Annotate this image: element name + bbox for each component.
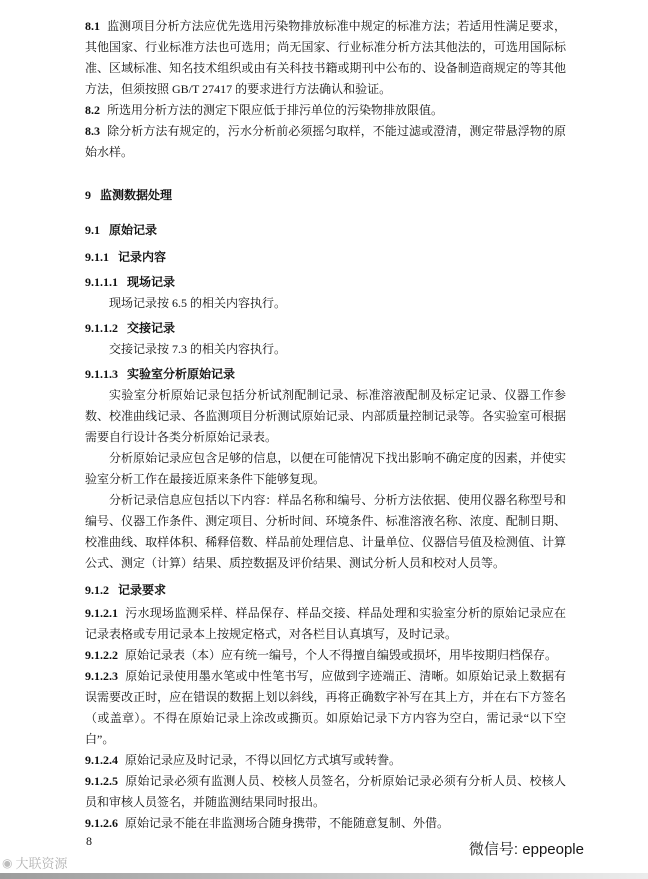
heading-9-1-1-1 xyxy=(85,272,566,293)
watermark xyxy=(2,853,68,872)
watermark-text: 大联资源 xyxy=(15,856,68,871)
heading-text: 记录内容 xyxy=(118,250,167,264)
clause-number: 9.1.2.6 xyxy=(85,816,118,830)
clause-9-1-2-4 xyxy=(85,750,566,771)
clause-text: 原始记录必须有监测人员、校核人员签名，分析原始记录必须有分析人员、校核人员和审核人员签名，并随监测结果同时报出。 xyxy=(85,774,566,809)
heading-number: 9.1 xyxy=(85,223,100,237)
clause-text: 所选用分析方法的测定下限应低于排污单位的污染物排放限值。 xyxy=(107,103,444,117)
document-content xyxy=(85,16,566,834)
clause-9-1-2-3 xyxy=(85,666,566,750)
clause-text: 原始记录应及时记录，不得以回忆方式填写或转誊。 xyxy=(125,753,402,767)
heading-section-9 xyxy=(85,185,566,206)
heading-text: 记录要求 xyxy=(118,583,167,597)
clause-8-2 xyxy=(85,100,566,121)
wechat-id-footer: 微信号: eppeople xyxy=(468,841,584,858)
para-handover-record: 交接记录按 7.3 的相关内容执行。 xyxy=(109,342,287,356)
heading-text: 交接记录 xyxy=(127,321,176,335)
heading-9-1-1 xyxy=(85,247,566,268)
clause-text: 除分析方法有规定的，污水分析前必须摇匀取样，不能过滤或澄清，测定带悬浮物的原始水样。 xyxy=(85,124,566,159)
clause-text: 监测项目分析方法应优先选用污染物排放标准中规定的标准方法；若适用性满足要求，其他国家、行业标准方法也可选用；尚无国家、行业标准分析方法其他法的，可选用国际标准、区域标准、知名技术组织或由有关科技书籍或期刊中公布的、设备制造商规定的等其他方法，但须按照 GB/T 27417 的要求进行方法确认和验证。 xyxy=(85,19,566,96)
clause-8-1 xyxy=(85,16,566,100)
clause-number: 9.1.2.1 xyxy=(85,606,118,620)
para-lab-record-2: 分析原始记录应包含足够的信息，以便在可能情况下找出影响不确定度的因素，并使实验室分析工作在最接近原来条件下能够复现。 xyxy=(85,451,566,486)
heading-number: 9.1.1.3 xyxy=(85,367,118,381)
heading-9-1-1-3 xyxy=(85,364,566,385)
heading-number: 9.1.1 xyxy=(85,250,109,264)
clause-number: 8.2 xyxy=(85,103,100,117)
heading-text: 原始记录 xyxy=(109,223,158,237)
heading-9-1 xyxy=(85,220,566,241)
heading-number: 9 xyxy=(85,188,91,202)
clause-number: 9.1.2.3 xyxy=(85,669,118,683)
clause-8-3 xyxy=(85,121,566,163)
watermark-logo-icon: ◉ xyxy=(2,855,13,870)
heading-text: 实验室分析原始记录 xyxy=(127,367,236,381)
clause-text: 污水现场监测采样、样品保存、样品交接、样品处理和实验室分析的原始记录应在记录表格或专用记录本上按规定格式，对各栏目认真填写，及时记录。 xyxy=(85,606,566,641)
heading-number: 9.1.1.1 xyxy=(85,275,118,289)
heading-text: 监测数据处理 xyxy=(100,188,173,202)
clause-text: 原始记录表（本）应有统一编号，个人不得擅自编毁或损坏，用毕按期归档保存。 xyxy=(125,648,558,662)
page-bottom-edge xyxy=(0,873,648,879)
heading-number: 9.1.1.2 xyxy=(85,321,118,335)
para-lab-record-3: 分析记录信息应包括以下内容：样品名称和编号、分析方法依据、使用仪器名称型号和编号、仪器工作条件、测定项目、分析时间、环境条件、标准溶液名称、浓度、配制日期、校准曲线、取样体积、稀释倍数、样品前处理信息、计量单位、仪器信号值及检测值、计算公式、测定（计算）结果、质控数据及评价结果、测试分析人员和校对人员等。 xyxy=(85,493,566,570)
clause-9-1-2-2 xyxy=(85,645,566,666)
heading-9-1-1-2 xyxy=(85,318,566,339)
heading-9-1-2 xyxy=(85,580,566,601)
para-site-record: 现场记录按 6.5 的相关内容执行。 xyxy=(109,296,287,310)
clause-9-1-2-5 xyxy=(85,771,566,813)
heading-number: 9.1.2 xyxy=(85,583,109,597)
clause-number: 9.1.2.4 xyxy=(85,753,118,767)
clause-number: 8.1 xyxy=(85,19,100,33)
page-number: 8 xyxy=(86,834,92,848)
clause-9-1-2-1 xyxy=(85,603,566,645)
heading-text: 现场记录 xyxy=(127,275,176,289)
clause-number: 9.1.2.2 xyxy=(85,648,118,662)
clause-number: 9.1.2.5 xyxy=(85,774,118,788)
clause-text: 原始记录不能在非监测场合随身携带，不能随意复制、外借。 xyxy=(125,816,450,830)
clause-number: 8.3 xyxy=(85,124,100,138)
clause-text: 原始记录使用墨水笔或中性笔书写，应做到字迹端正、清晰。如原始记录上数据有误需要改正时，应在错误的数据上划以斜线，再将正确数字补写在其上方，并在右下方签名（或盖章）。不得在原始记录上涂改或撕页。如原始记录下方内容为空白，需记录“以下空白”。 xyxy=(85,669,566,746)
para-lab-record-1: 实验室分析原始记录包括分析试剂配制记录、标准溶液配制及标定记录、仪器工作参数、校准曲线记录、各监测项目分析测试原始记录、内部质量控制记录等。各实验室可根据需要自行设计各类分析原始记录表。 xyxy=(85,388,566,444)
clause-9-1-2-6 xyxy=(85,813,566,834)
